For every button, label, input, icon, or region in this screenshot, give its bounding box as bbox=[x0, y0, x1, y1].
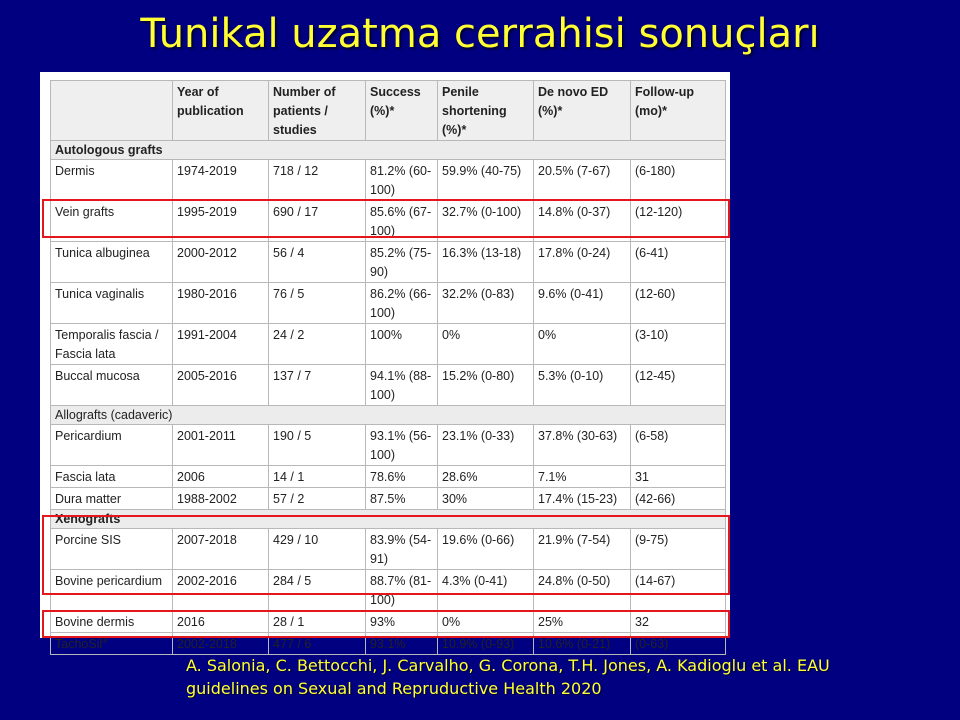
cell: 1995-2019 bbox=[173, 201, 269, 242]
row-label: Dura matter bbox=[51, 488, 173, 510]
cell: 0% bbox=[438, 324, 534, 365]
cell: 2001-2011 bbox=[173, 425, 269, 466]
cell: 24 / 2 bbox=[269, 324, 366, 365]
cell: 17.4% (15-23) bbox=[534, 488, 631, 510]
cell: (6-180) bbox=[631, 160, 726, 201]
cell: 57 / 2 bbox=[269, 488, 366, 510]
cell: 85.6% (67-100) bbox=[366, 201, 438, 242]
cell: 718 / 12 bbox=[269, 160, 366, 201]
cell: 31 bbox=[631, 466, 726, 488]
cell: 2002-2016 bbox=[173, 570, 269, 611]
cell: 477 / 6 bbox=[269, 633, 366, 655]
cell: 28.6% bbox=[438, 466, 534, 488]
cell: 23.1% (0-33) bbox=[438, 425, 534, 466]
cell: 87.5% bbox=[366, 488, 438, 510]
cell: (6-58) bbox=[631, 425, 726, 466]
cell: (0-63) bbox=[631, 633, 726, 655]
cell: (42-66) bbox=[631, 488, 726, 510]
table-row bbox=[51, 160, 726, 201]
header-cell: Number of patients / studies bbox=[269, 81, 366, 141]
citation bbox=[186, 654, 946, 700]
cell: 4.3% (0-41) bbox=[438, 570, 534, 611]
cell: 37.8% (30-63) bbox=[534, 425, 631, 466]
registered-mark: ® bbox=[102, 635, 109, 645]
cell: 2002-2018 bbox=[173, 633, 269, 655]
row-label: Buccal mucosa bbox=[51, 365, 173, 406]
cell: 25% bbox=[534, 611, 631, 633]
table-row bbox=[51, 425, 726, 466]
cell: 32.7% (0-100) bbox=[438, 201, 534, 242]
row-label: Vein grafts bbox=[51, 201, 173, 242]
cell: 16.3% (13-18) bbox=[438, 242, 534, 283]
cell: 1988-2002 bbox=[173, 488, 269, 510]
cell: 429 / 10 bbox=[269, 529, 366, 570]
cell: 85.2% (75-90) bbox=[366, 242, 438, 283]
cell: 94.1% (88-100) bbox=[366, 365, 438, 406]
cell: 93% bbox=[366, 611, 438, 633]
row-label: Tunica vaginalis bbox=[51, 283, 173, 324]
cell: 14 / 1 bbox=[269, 466, 366, 488]
header-cell: Follow-up (mo)* bbox=[631, 81, 726, 141]
cell: 1974-2019 bbox=[173, 160, 269, 201]
row-label: Bovine dermis bbox=[51, 611, 173, 633]
header-row bbox=[51, 81, 726, 141]
cell: 9.6% (0-41) bbox=[534, 283, 631, 324]
header-cell: De novo ED (%)* bbox=[534, 81, 631, 141]
cell: 2000-2012 bbox=[173, 242, 269, 283]
section-label: Allografts (cadaveric) bbox=[51, 406, 726, 425]
highlight-box-vein-grafts bbox=[42, 199, 730, 238]
table-row bbox=[51, 242, 726, 283]
header-cell: Success (%)* bbox=[366, 81, 438, 141]
highlight-box-xenografts bbox=[42, 515, 730, 595]
table-row bbox=[51, 324, 726, 365]
cell: (6-41) bbox=[631, 242, 726, 283]
header-cell: Penile shortening (%)* bbox=[438, 81, 534, 141]
cell: 1991-2004 bbox=[173, 324, 269, 365]
row-label: Tunica albuginea bbox=[51, 242, 173, 283]
cell: 93.1% (56-100) bbox=[366, 425, 438, 466]
section-row-autologous bbox=[51, 141, 726, 160]
cell: 100% bbox=[366, 324, 438, 365]
cell: (12-60) bbox=[631, 283, 726, 324]
table-row bbox=[51, 365, 726, 406]
cell: 190 / 5 bbox=[269, 425, 366, 466]
cell: 20.5% (7-67) bbox=[534, 160, 631, 201]
cell: 24.8% (0-50) bbox=[534, 570, 631, 611]
cell: 690 / 17 bbox=[269, 201, 366, 242]
cell: (3-10) bbox=[631, 324, 726, 365]
row-label: Temporalis fascia / Fascia lata bbox=[51, 324, 173, 365]
row-label: Bovine pericardium bbox=[51, 570, 173, 611]
cell: 2016 bbox=[173, 611, 269, 633]
citation-line-2: guidelines on Sexual and Repruductive Health 2020 bbox=[186, 679, 602, 698]
cell: (12-45) bbox=[631, 365, 726, 406]
cell: 0% bbox=[534, 324, 631, 365]
citation-line-1: A. Salonia, C. Bettocchi, J. Carvalho, G. Corona, T.H. Jones, A. Kadioglu et al. EAU bbox=[186, 656, 830, 675]
cell: 137 / 7 bbox=[269, 365, 366, 406]
cell: 0% bbox=[438, 611, 534, 633]
row-label: Pericardium bbox=[51, 425, 173, 466]
cell: 2007-2018 bbox=[173, 529, 269, 570]
cell: 2005-2016 bbox=[173, 365, 269, 406]
cell: 7.1% bbox=[534, 466, 631, 488]
table-row bbox=[51, 283, 726, 324]
row-label: Fascia lata bbox=[51, 466, 173, 488]
table-row bbox=[51, 466, 726, 488]
header-cell bbox=[51, 81, 173, 141]
cell: 76 / 5 bbox=[269, 283, 366, 324]
cell: (9-75) bbox=[631, 529, 726, 570]
cell: 32 bbox=[631, 611, 726, 633]
cell: 93.1% bbox=[366, 633, 438, 655]
cell: 32.2% (0-83) bbox=[438, 283, 534, 324]
cell: 21.9% (7-54) bbox=[534, 529, 631, 570]
cell: 19.6% (0-66) bbox=[438, 529, 534, 570]
cell: 30% bbox=[438, 488, 534, 510]
cell: 83.9% (54-91) bbox=[366, 529, 438, 570]
cell: 17.8% (0-24) bbox=[534, 242, 631, 283]
section-row-allografts bbox=[51, 406, 726, 425]
table-row bbox=[51, 488, 726, 510]
cell: 284 / 5 bbox=[269, 570, 366, 611]
cell: (12-120) bbox=[631, 201, 726, 242]
cell: 81.2% (60-100) bbox=[366, 160, 438, 201]
row-label-text: TachoSil bbox=[55, 637, 103, 651]
section-label: Xenografts bbox=[51, 510, 726, 529]
cell: 28 / 1 bbox=[269, 611, 366, 633]
cell: 59.9% (40-75) bbox=[438, 160, 534, 201]
cell: 15.2% (0-80) bbox=[438, 365, 534, 406]
slide-title: Tunikal uzatma cerrahisi sonuçları bbox=[140, 11, 820, 57]
cell: (14-67) bbox=[631, 570, 726, 611]
cell: 10.6% (0-21) bbox=[534, 633, 631, 655]
cell: 78.6% bbox=[366, 466, 438, 488]
section-label: Autologous grafts bbox=[51, 141, 726, 160]
cell: 5.3% (0-10) bbox=[534, 365, 631, 406]
cell: 88.7% (81-100) bbox=[366, 570, 438, 611]
cell: 2006 bbox=[173, 466, 269, 488]
cell: 86.2% (66-100) bbox=[366, 283, 438, 324]
highlight-box-tachosil bbox=[42, 610, 730, 638]
cell: 10.9% (0-93) bbox=[438, 633, 534, 655]
cell: 56 / 4 bbox=[269, 242, 366, 283]
row-label: Porcine SIS bbox=[51, 529, 173, 570]
cell: 1980-2016 bbox=[173, 283, 269, 324]
cell: 14.8% (0-37) bbox=[534, 201, 631, 242]
header-cell: Year of publication bbox=[173, 81, 269, 141]
row-label: Dermis bbox=[51, 160, 173, 201]
